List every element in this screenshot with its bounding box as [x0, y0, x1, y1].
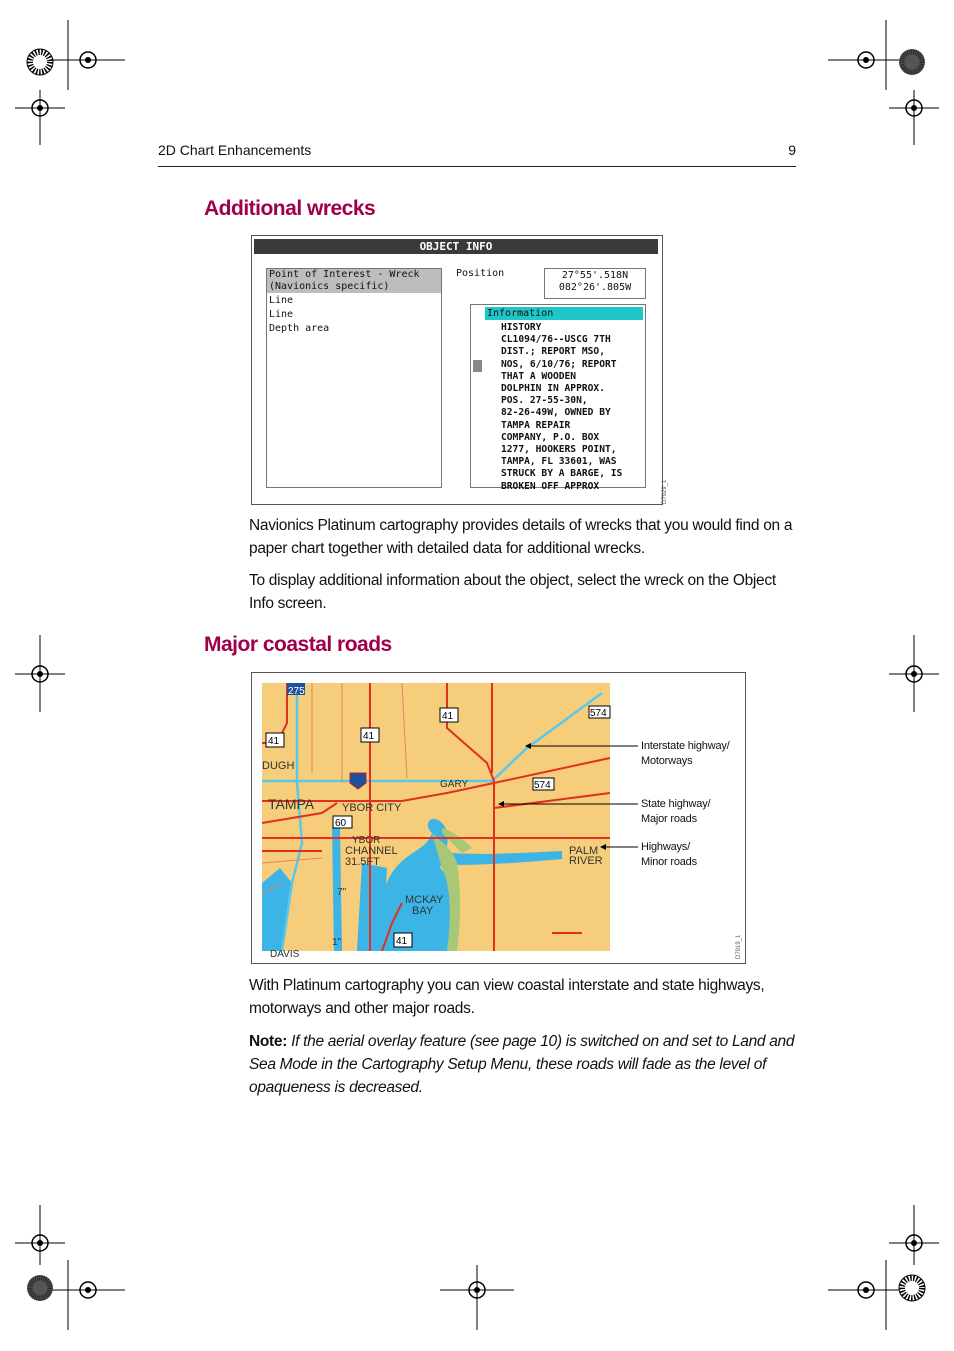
info-line: 82-26-49W, OWNED BY — [501, 407, 611, 419]
map-label: YBOR — [352, 835, 381, 846]
info-line: HISTORY — [501, 322, 542, 333]
selected-object[interactable] — [267, 269, 441, 293]
map-label: PALM — [569, 845, 599, 857]
latitude: 27°55'.518N — [561, 270, 629, 281]
callout-line: Major roads — [641, 813, 697, 825]
coastal-roads-figure — [251, 672, 746, 964]
heading-additional-wrecks: Additional wrecks — [204, 197, 376, 220]
position-label: Position — [456, 268, 505, 279]
info-line: DOLPHIN IN APPROX. — [501, 383, 605, 395]
running-header — [158, 142, 796, 167]
callout-line: Motorways — [641, 755, 693, 767]
info-line: POS. 27-55-30N, — [501, 395, 588, 407]
map-label: RIVER — [569, 855, 603, 867]
shield-text: 574 — [590, 708, 607, 719]
map-label: CHANNEL — [345, 845, 398, 857]
heading-major-coastal-roads: Major coastal roads — [204, 633, 392, 656]
map-label: MCKAY — [405, 894, 444, 906]
wrecks-paragraph-2: To display additional information about the object, select the wreck on the Object Info screen. — [249, 572, 776, 612]
list-item: Point of Interest - Wreck — [269, 269, 420, 280]
shield-text: 60 — [335, 818, 347, 829]
note-text: If the aerial overlay feature (see page 10) is switched on and set to Land and Sea Mode in the Cartography Setup Menu, these roads will fade as the level of opaqueness is decreased. — [249, 1033, 795, 1096]
shield-text: 41 — [268, 736, 280, 747]
info-line: TAMPA, FL 33601, WAS — [501, 456, 617, 468]
note — [249, 1030, 804, 1099]
map-label: 1" — [332, 937, 342, 948]
list-item[interactable]: Line — [269, 309, 294, 320]
map-label: 7" — [337, 887, 347, 898]
header-section-title: 2D Chart Enhancements — [158, 142, 312, 158]
callout-line: Interstate highway/ — [641, 740, 730, 752]
figure-code: D7919_1 — [736, 934, 742, 959]
info-line: STRUCK BY A BARGE, IS — [501, 468, 623, 480]
info-line: CL1094/76--USCG 7TH — [501, 334, 611, 346]
position-box — [544, 268, 646, 299]
roads-paragraph: With Platinum cartography you can view coastal interstate and state highways, motorways and other major roads. — [249, 977, 765, 1017]
callout-interstate — [641, 739, 730, 769]
scrollbar-thumb[interactable] — [473, 360, 482, 372]
list-item[interactable]: Line — [269, 295, 294, 306]
object-info-screenshot — [251, 235, 668, 505]
map-label: DUGH — [262, 760, 295, 772]
shield-text: 41 — [363, 731, 375, 742]
shield-text: 275 — [288, 686, 305, 697]
info-line: BROKEN OFF APPROX — [501, 480, 600, 492]
info-line: NOS, 6/10/76; REPORT — [501, 358, 617, 370]
map-label: YBOR CITY — [342, 802, 402, 814]
info-line: DIST.; REPORT MSO, — [501, 346, 605, 358]
callout-state-highway — [641, 797, 710, 827]
map-label: GARY — [440, 779, 469, 790]
shield-text: 574 — [534, 780, 551, 791]
info-line: TAMPA REPAIR — [501, 419, 571, 431]
map-label: DAVIS — [270, 949, 300, 960]
info-line: COMPANY, P.O. BOX — [501, 431, 600, 443]
callout-line: Minor roads — [641, 856, 697, 868]
list-item: (Navionics specific) — [269, 281, 390, 292]
information-box — [470, 304, 646, 492]
wrecks-paragraph-1: Navionics Platinum cartography provides details of wrecks that you would find on a paper chart together with detailed data for additional wrecks. — [249, 517, 793, 557]
callout-highways — [641, 840, 697, 870]
information-header: Information — [485, 307, 643, 320]
object-info-title: OBJECT INFO — [254, 239, 658, 254]
callout-line: Highways/ — [641, 841, 690, 853]
info-line: 1277, HOOKERS POINT, — [501, 444, 617, 456]
shield-text: 41 — [442, 711, 454, 722]
figure-code: D7929_1 — [662, 479, 668, 504]
list-item[interactable]: Depth area — [269, 323, 330, 334]
object-list — [266, 268, 442, 488]
note-label: Note: — [249, 1033, 288, 1050]
map-label: BAY — [412, 905, 434, 917]
map-label: 31.5FT — [345, 856, 380, 868]
map-label: TAMPA — [268, 796, 315, 812]
shield-text: 41 — [396, 936, 408, 947]
longitude: 082°26'.805W — [558, 282, 632, 293]
information-text — [501, 322, 646, 493]
info-line: THAT A WOODEN — [501, 370, 577, 382]
page-number: 9 — [788, 142, 796, 158]
callout-line: State highway/ — [641, 798, 711, 810]
